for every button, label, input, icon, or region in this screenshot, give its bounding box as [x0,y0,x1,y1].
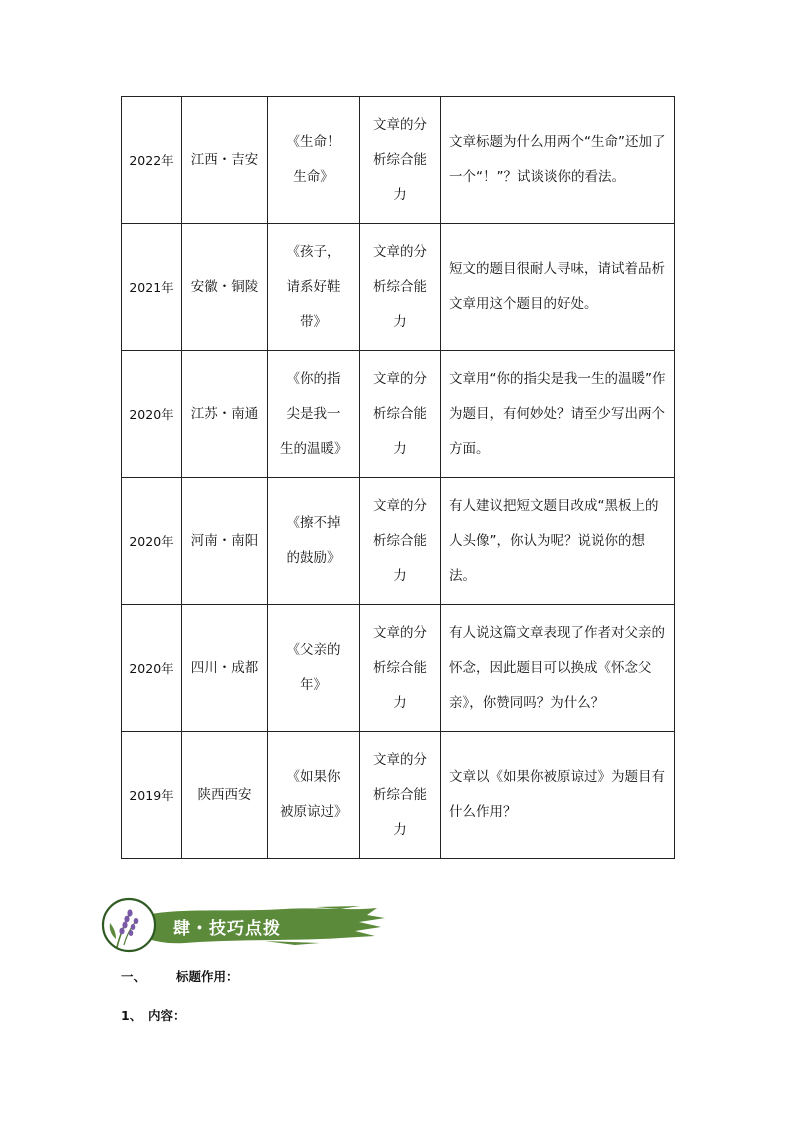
year-cell: 2020年 [122,351,182,478]
article-title-cell: 《父亲的年》 [268,605,360,732]
region-cell: 四川・成都 [182,605,268,732]
article-title-cell: 《生命！生命》 [268,97,360,224]
table-row [122,605,675,732]
question-cell: 文章以《如果你被原谅过》为题目有什么作用？ [441,732,675,859]
ability-cell: 文章的分析综合能力 [360,605,441,732]
outline-number: 1、 [121,1008,143,1023]
ability-cell: 文章的分析综合能力 [360,478,441,605]
exam-question-table [121,96,675,859]
question-cell: 文章用“你的指尖是我一生的温暖”作为题目，有何妙处？请至少写出两个方面。 [441,351,675,478]
year-cell: 2020年 [122,478,182,605]
table-row [122,97,675,224]
outline-item-heading [121,967,239,985]
article-title-cell: 《擦不掉的鼓励》 [268,478,360,605]
brush-streak [315,906,360,909]
section-title: 肆・技巧点拨 [173,919,281,939]
table-row [122,224,675,351]
region-cell: 江苏・南通 [182,351,268,478]
outline-text: 标题作用： [176,969,239,984]
lavender-badge-icon [100,895,158,955]
year-cell: 2019年 [122,732,182,859]
question-cell: 有人建议把短文题目改成“黑板上的人头像”，你认为呢？说说你的想法。 [441,478,675,605]
region-cell: 河南・南阳 [182,478,268,605]
outline-number: 一、 [121,969,147,984]
year-cell: 2020年 [122,605,182,732]
region-cell: 江西・吉安 [182,97,268,224]
table-row [122,732,675,859]
ability-cell: 文章的分析综合能力 [360,732,441,859]
ability-cell: 文章的分析综合能力 [360,224,441,351]
table-row [122,478,675,605]
year-cell: 2021年 [122,224,182,351]
year-cell: 2022年 [122,97,182,224]
region-cell: 安徽・铜陵 [182,224,268,351]
ability-cell: 文章的分析综合能力 [360,97,441,224]
article-title-cell: 《如果你被原谅过》 [268,732,360,859]
brush-streak [265,941,320,945]
table-row [122,351,675,478]
ability-cell: 文章的分析综合能力 [360,351,441,478]
section-header [100,893,390,959]
article-title-cell: 《你的指尖是我一生的温暖》 [268,351,360,478]
question-cell: 文章标题为什么用两个“生命”还加了一个“！”？试谈谈你的看法。 [441,97,675,224]
question-cell: 有人说这篇文章表现了作者对父亲的怀念，因此题目可以换成《怀念父亲》，你赞同吗？为什么？ [441,605,675,732]
outline-item-subheading [121,1006,186,1024]
question-cell: 短文的题目很耐人寻味，请试着品析文章用这个题目的好处。 [441,224,675,351]
outline-text: 内容： [148,1008,186,1023]
article-title-cell: 《孩子，请系好鞋带》 [268,224,360,351]
region-cell: 陕西西安 [182,732,268,859]
